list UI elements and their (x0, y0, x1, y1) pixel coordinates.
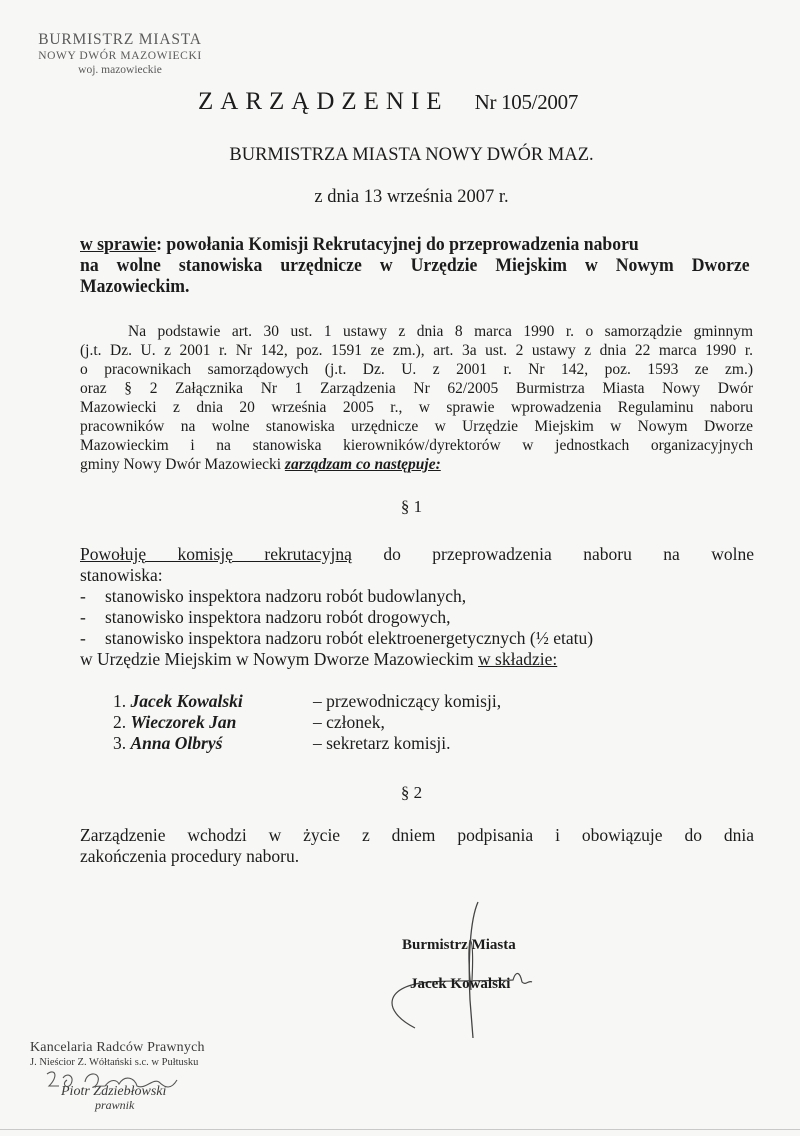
section-2-line-1: Zarządzenie wchodzi w życie z dniem podpisania i obowiązuje do dnia (80, 825, 754, 845)
title-word: ZARZĄDZENIE (198, 88, 449, 115)
legal-basis-paragraph (80, 322, 753, 474)
page-bottom-edge (0, 1129, 800, 1130)
legal-stamp-line-4: prawnik (95, 1098, 135, 1112)
position-item (80, 586, 754, 607)
paragraph-line: Mazowiecki z dnia 20 września 2005 r., w sprawie wprowadzenia Regulaminu naboru (80, 399, 753, 416)
paragraph-line-last (80, 455, 753, 474)
mayor-stamp (20, 32, 220, 76)
member-role: – członek, (313, 712, 385, 732)
document-date: z dnia 13 września 2007 r. (314, 187, 509, 207)
member-role: – przewodniczący komisji, (313, 691, 502, 711)
document-title (198, 88, 618, 116)
section-2-body (80, 825, 754, 867)
appointment-phrase: Powołuję komisję rekrutacyjną (80, 544, 352, 564)
stamp-line-2: NOWY DWÓR MAZOWIECKI (38, 50, 202, 63)
legal-stamp-line-1: Kancelaria Radców Prawnych (30, 1040, 205, 1055)
member-name: Anna Olbryś (130, 733, 223, 753)
paragraph-line: Na podstawie art. 30 ust. 1 ustawy z dnia 8 marca 1990 r. o samorządzie gminnym (128, 323, 753, 340)
member-number: 1. (113, 691, 127, 711)
section-2-heading: § 2 (400, 783, 423, 802)
outro-text: w Urzędzie Miejskim w Nowym Dworze Mazowieckim (80, 649, 479, 669)
composition-phrase: w składzie: (478, 649, 558, 669)
subject-line-3: Mazowieckim. (80, 276, 190, 297)
member-name-cell (113, 733, 313, 754)
section-2-line-2: zakończenia procedury naboru. (80, 846, 300, 866)
section-1-intro-line-2: stanowiska: (80, 565, 163, 585)
legal-stamp-line-2: J. Nieścior Z. Wółtański s.c. w Pułtusku (30, 1057, 199, 1068)
position-item (80, 607, 754, 628)
member-number: 3. (113, 733, 127, 753)
section-1-heading: § 1 (400, 497, 423, 516)
paragraph-line: (j.t. Dz. U. z 2001 r. Nr 142, poz. 1591 ze zm.), art. 3a ust. 2 ustawy z dnia 22 marca 1990 r. (80, 342, 753, 359)
position-text: stanowisko inspektora nadzoru robót drogowych, (105, 607, 451, 627)
paragraph-line: pracowników na wolne stanowiska urzędnicze w Urzędzie Miejskim w Nowym Dworze (80, 418, 753, 435)
document-number: Nr 105/2007 (474, 90, 579, 114)
member-number: 2. (113, 712, 127, 732)
committee-members (113, 691, 573, 754)
member-row (113, 691, 573, 712)
section-1-body (80, 544, 754, 670)
subject-line-2: na wolne stanowiska urzędnicze w Urzędzie Miejskim w Nowym Dworze (80, 255, 750, 276)
signer-name: Jacek Kowalski (410, 976, 511, 992)
lawyer-signature-icon (45, 1068, 195, 1098)
decree-phrase: zarządzam co następuje: (284, 456, 441, 473)
stamp-line-1: BURMISTRZ MIASTA (38, 31, 202, 48)
member-row (113, 712, 573, 733)
bullet-dash: - (80, 586, 86, 606)
subject (80, 234, 750, 297)
member-name: Wieczorek Jan (130, 712, 237, 732)
paragraph-text: gminy Nowy Dwór Mazowiecki (80, 456, 285, 473)
legal-stamp-line-3: Piotr Zdziebłowski (61, 1084, 167, 1099)
bullet-dash: - (80, 607, 86, 627)
member-name-cell (113, 712, 313, 733)
subject-prefix: w sprawie (80, 234, 157, 255)
member-row (113, 733, 573, 754)
paragraph-line: o pracownikach samorządowych (j.t. Dz. U. z 2001 r. Nr 142, poz. 1593 ze zm.) (80, 361, 753, 378)
subject-line-1-text: : powołania Komisji Rekrutacyjnej do przeprowadzenia naboru (156, 234, 639, 255)
document-subtitle: BURMISTRZA MIASTA NOWY DWÓR MAZ. (229, 145, 594, 165)
member-name: Jacek Kowalski (130, 691, 243, 711)
section-1-outro (80, 649, 754, 670)
stamp-line-3: woj. mazowieckie (78, 64, 162, 77)
subject-line-1 (80, 234, 750, 255)
position-text: stanowisko inspektora nadzoru robót budowlanych, (105, 586, 467, 606)
position-item (80, 628, 754, 649)
member-role: – sekretarz komisji. (313, 733, 451, 753)
paragraph-line: Mazowieckim i na stanowiska kierowników/dyrektorów w jednostkach organizacyjnych (80, 437, 753, 454)
intro-rest: do przeprowadzenia naboru na wolne (351, 544, 754, 564)
bullet-dash: - (80, 628, 86, 648)
handwritten-signature-icon (370, 900, 550, 1040)
paragraph-line: oraz § 2 Załącznika Nr 1 Zarządzenia Nr 62/2005 Burmistrza Miasta Nowy Dwór (80, 380, 753, 397)
signer-title: Burmistrz Miasta (402, 937, 516, 953)
member-name-cell (113, 691, 313, 712)
section-1-intro (80, 544, 754, 565)
position-text: stanowisko inspektora nadzoru robót elektroenergetycznych (½ etatu) (105, 628, 594, 648)
